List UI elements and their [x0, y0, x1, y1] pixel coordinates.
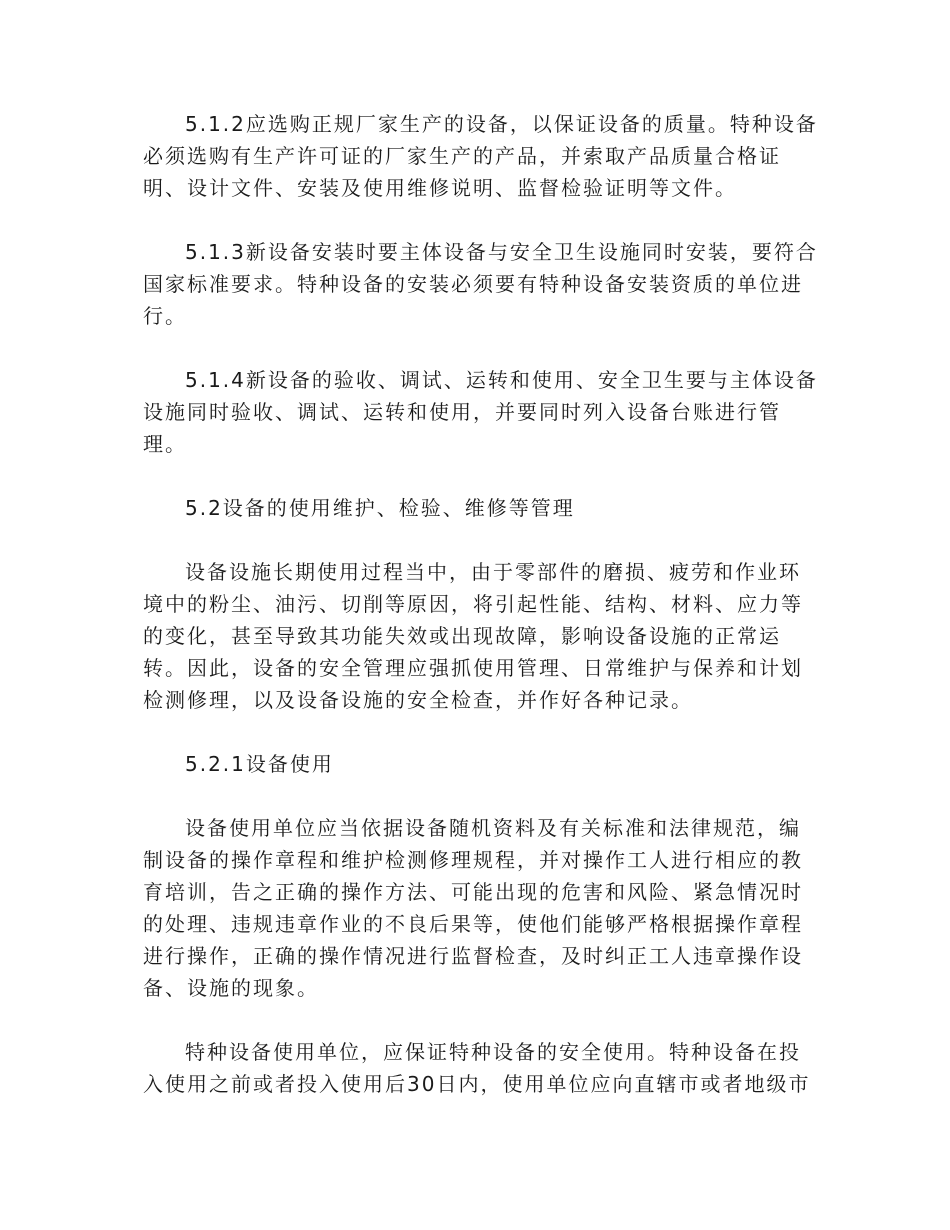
text-line: 理。: [143, 432, 187, 456]
section-heading-5-2-1: [143, 748, 815, 780]
text-line: 入使用之前或者投入使用后30日内，使用单位应向直辖市或者地级市: [143, 1072, 811, 1096]
text-line: 检测修理，以及设备设施的安全检查，并作好各种记录。: [143, 688, 693, 712]
text-line: 备、设施的现象。: [143, 976, 319, 1000]
paragraph-usage: [143, 812, 815, 1004]
text-line: 特种设备使用单位，应保证特种设备的安全使用。特种设备在投: [185, 1040, 801, 1064]
paragraph-5-1-4: [143, 364, 818, 460]
paragraph-intro: [143, 556, 815, 716]
text-line: 行。: [143, 304, 187, 328]
text-line: 进行操作，正确的操作情况进行监督检查，及时纠正工人违章操作设: [143, 944, 803, 968]
text-line: 5.1.3新设备安装时要主体设备与安全卫生设施同时安装，要符合: [185, 240, 818, 264]
text-line: 设备使用单位应当依据设备随机资料及有关标准和法律规范，编: [185, 816, 801, 840]
text-line: 设备设施长期使用过程当中，由于零部件的磨损、疲劳和作业环: [185, 560, 801, 584]
heading-text: 5.2.1设备使用: [185, 752, 334, 776]
text-line: 5.1.2应选购正规厂家生产的设备，以保证设备的质量。特种设备: [185, 112, 818, 136]
text-line: 设施同时验收、调试、运转和使用，并要同时列入设备台账进行管: [143, 400, 781, 424]
section-heading-5-2: [143, 492, 815, 524]
document-page: [143, 108, 818, 1132]
text-line: 的变化，甚至导致其功能失效或出现故障，影响设备设施的正常运: [143, 624, 781, 648]
heading-text: 5.2设备的使用维护、检验、维修等管理: [185, 496, 575, 520]
paragraph-5-1-2: [143, 108, 818, 204]
text-line: 必须选购有生产许可证的厂家生产的产品，并索取产品质量合格证: [143, 144, 781, 168]
text-line: 明、设计文件、安装及使用维修说明、监督检验证明等文件。: [143, 176, 737, 200]
text-line: 的处理、违规违章作业的不良后果等，使他们能够严格根据操作章程: [143, 912, 803, 936]
text-line: 国家标准要求。特种设备的安装必须要有特种设备安装资质的单位进: [143, 272, 803, 296]
paragraph-special-equipment: [143, 1036, 815, 1100]
text-line: 境中的粉尘、油污、切削等原因，将引起性能、结构、材料、应力等: [143, 592, 803, 616]
text-line: 制设备的操作章程和维护检测修理规程，并对操作工人进行相应的教: [143, 848, 803, 872]
text-line: 5.1.4新设备的验收、调试、运转和使用、安全卫生要与主体设备: [185, 368, 818, 392]
text-line: 转。因此，设备的安全管理应强抓使用管理、日常维护与保养和计划: [143, 656, 803, 680]
paragraph-5-1-3: [143, 236, 818, 332]
text-line: 育培训，告之正确的操作方法、可能出现的危害和风险、紧急情况时: [143, 880, 803, 904]
